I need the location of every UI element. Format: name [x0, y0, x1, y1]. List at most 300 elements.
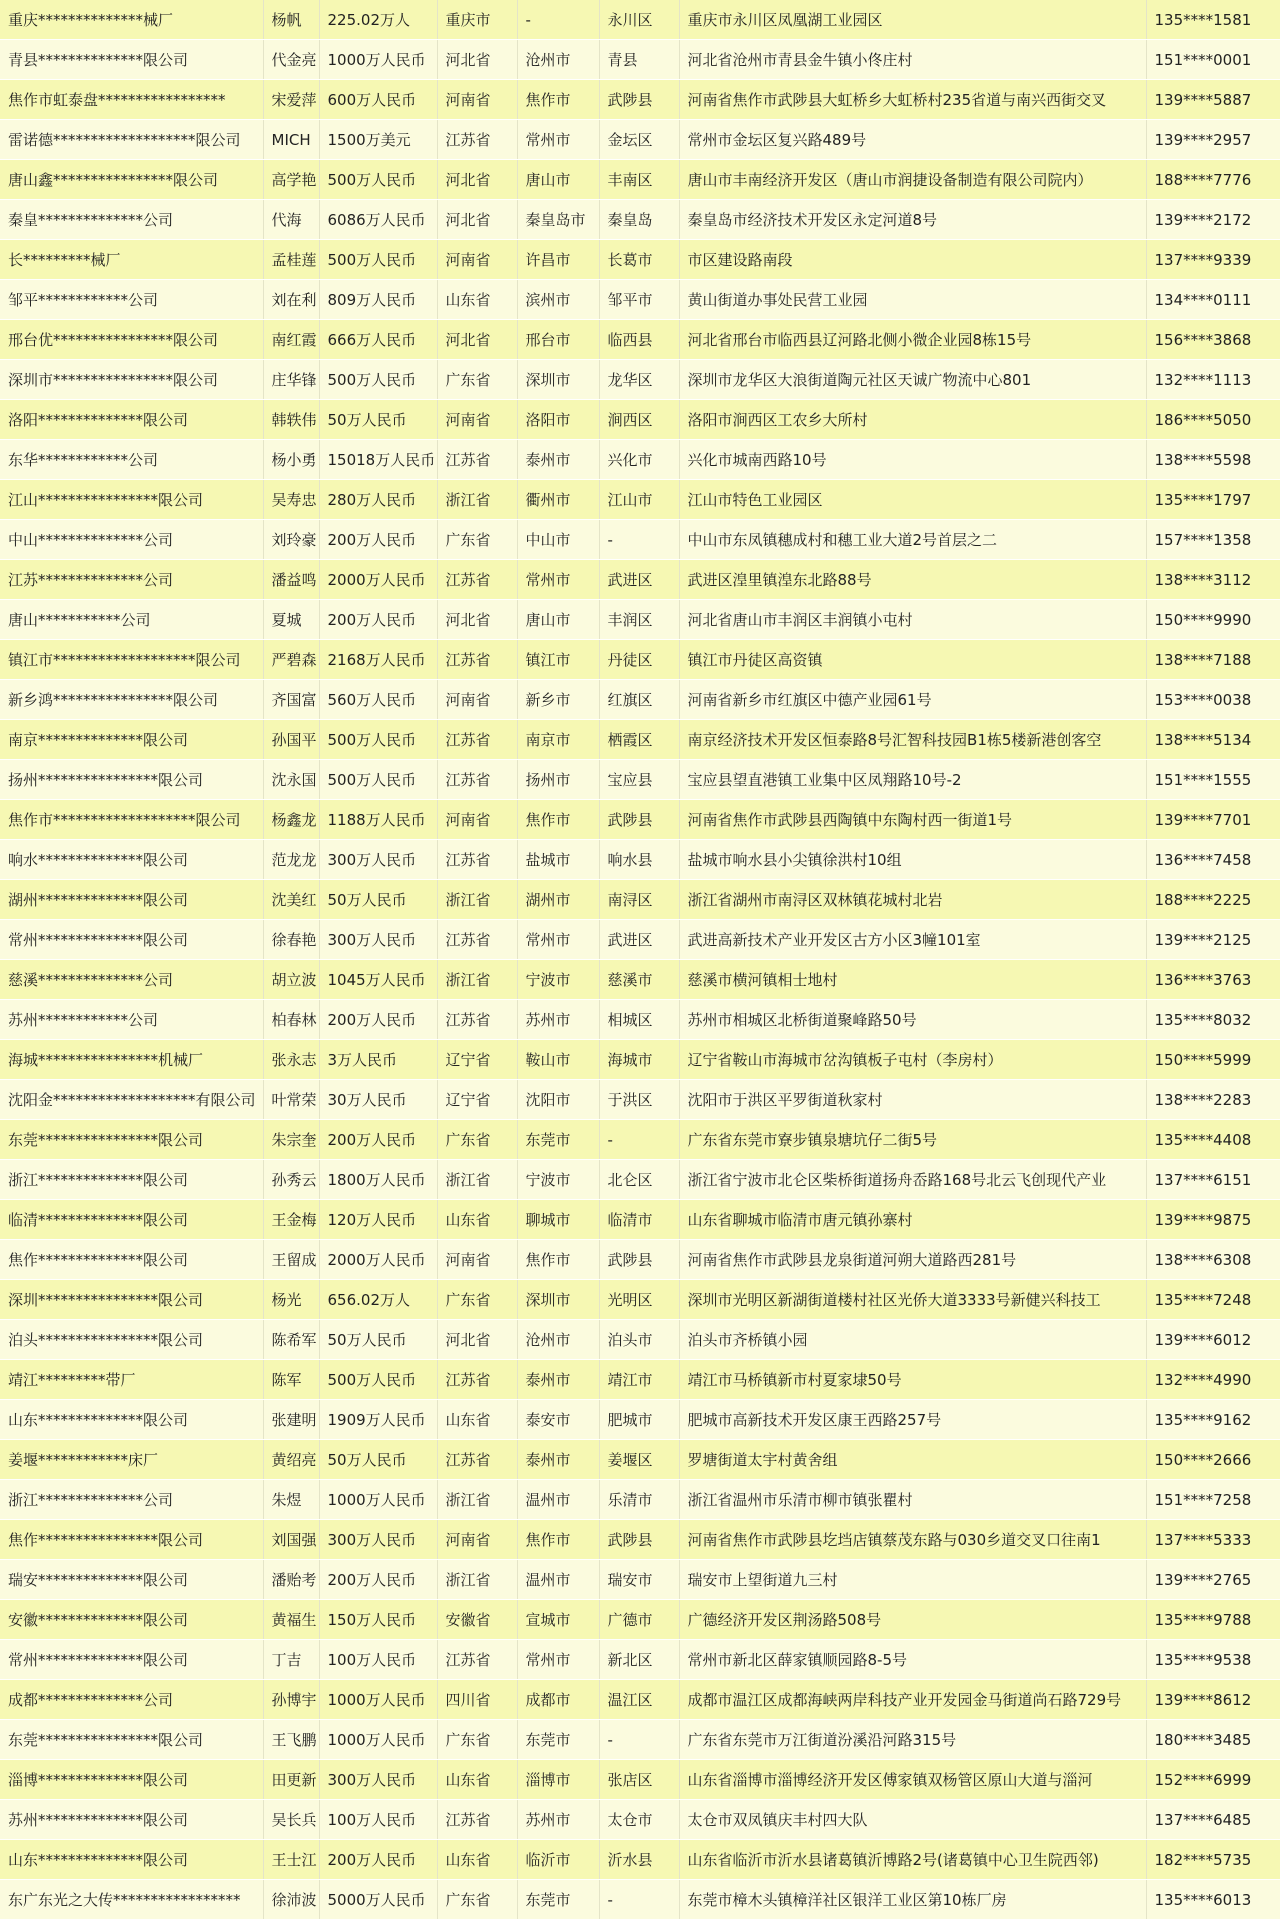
phone-cell: 157****1358	[1146, 520, 1280, 560]
capital-cell: 656.02万人	[319, 1280, 437, 1320]
table-row	[0, 320, 1280, 360]
address-cell: 肥城市高新技术开发区康王西路257号	[679, 1400, 1146, 1440]
district-cell: 张店区	[599, 1760, 679, 1800]
city-cell: 新乡市	[517, 680, 599, 720]
table-row	[0, 1240, 1280, 1280]
company-cell: 泊头****************限公司	[0, 1320, 263, 1360]
person-cell: 孙秀云	[263, 1160, 319, 1200]
district-cell: 宝应县	[599, 760, 679, 800]
district-cell: 青县	[599, 40, 679, 80]
company-cell: 淄博**************限公司	[0, 1760, 263, 1800]
table-row	[0, 1600, 1280, 1640]
district-cell: 丹徒区	[599, 640, 679, 680]
company-cell: 南京**************限公司	[0, 720, 263, 760]
district-cell: -	[599, 1120, 679, 1160]
capital-cell: 225.02万人	[319, 0, 437, 40]
province-cell: 山东省	[437, 1840, 517, 1880]
company-cell: 浙江**************限公司	[0, 1160, 263, 1200]
table-row	[0, 960, 1280, 1000]
city-cell: 泰州市	[517, 1360, 599, 1400]
company-cell: 湖州**************限公司	[0, 880, 263, 920]
table-row	[0, 120, 1280, 160]
person-cell: 杨帆	[263, 0, 319, 40]
province-cell: 河北省	[437, 1320, 517, 1360]
capital-cell: 300万人民币	[319, 840, 437, 880]
province-cell: 河北省	[437, 40, 517, 80]
company-cell: 洛阳**************限公司	[0, 400, 263, 440]
company-cell: 常州**************限公司	[0, 1640, 263, 1680]
address-cell: 苏州市相城区北桥街道聚峰路50号	[679, 1000, 1146, 1040]
phone-cell: 182****5735	[1146, 1840, 1280, 1880]
person-cell: 徐春艳	[263, 920, 319, 960]
district-cell: 慈溪市	[599, 960, 679, 1000]
city-cell: 泰安市	[517, 1400, 599, 1440]
address-cell: 东莞市樟木头镇樟洋社区银洋工业区第10栋厂房	[679, 1880, 1146, 1920]
province-cell: 河南省	[437, 400, 517, 440]
person-cell: 杨鑫龙	[263, 800, 319, 840]
person-cell: 朱宗奎	[263, 1120, 319, 1160]
company-cell: 唐山鑫****************限公司	[0, 160, 263, 200]
district-cell: 武进区	[599, 560, 679, 600]
province-cell: 广东省	[437, 1120, 517, 1160]
capital-cell: 809万人民币	[319, 280, 437, 320]
district-cell: 邹平市	[599, 280, 679, 320]
city-cell: 常州市	[517, 560, 599, 600]
table-row	[0, 1320, 1280, 1360]
address-cell: 河南省焦作市武陟县龙泉街道河朔大道路西281号	[679, 1240, 1146, 1280]
capital-cell: 120万人民币	[319, 1200, 437, 1240]
district-cell: 沂水县	[599, 1840, 679, 1880]
address-cell: 宝应县望直港镇工业集中区凤翔路10号-2	[679, 760, 1146, 800]
province-cell: 重庆市	[437, 0, 517, 40]
capital-cell: 500万人民币	[319, 1360, 437, 1400]
company-cell: 焦作**************限公司	[0, 1240, 263, 1280]
person-cell: 黄福生	[263, 1600, 319, 1640]
person-cell: 徐沛波	[263, 1880, 319, 1920]
capital-cell: 50万人民币	[319, 880, 437, 920]
table-row	[0, 1640, 1280, 1680]
city-cell: 泰州市	[517, 1440, 599, 1480]
capital-cell: 50万人民币	[319, 1320, 437, 1360]
district-cell: -	[599, 520, 679, 560]
province-cell: 江苏省	[437, 440, 517, 480]
province-cell: 广东省	[437, 360, 517, 400]
company-cell: 慈溪**************公司	[0, 960, 263, 1000]
person-cell: 沈永国	[263, 760, 319, 800]
person-cell: 孟桂莲	[263, 240, 319, 280]
district-cell: 临西县	[599, 320, 679, 360]
phone-cell: 139****7701	[1146, 800, 1280, 840]
province-cell: 河北省	[437, 160, 517, 200]
phone-cell: 134****0111	[1146, 280, 1280, 320]
address-cell: 罗塘街道太宇村黄舍组	[679, 1440, 1146, 1480]
district-cell: 姜堰区	[599, 1440, 679, 1480]
table-row	[0, 920, 1280, 960]
person-cell: 高学艳	[263, 160, 319, 200]
phone-cell: 138****5598	[1146, 440, 1280, 480]
phone-cell: 153****0038	[1146, 680, 1280, 720]
person-cell: 陈希军	[263, 1320, 319, 1360]
address-cell: 浙江省宁波市北仑区柴桥街道扬舟岙路168号北云飞创现代产业	[679, 1160, 1146, 1200]
address-cell: 兴化市城南西路10号	[679, 440, 1146, 480]
table-row	[0, 640, 1280, 680]
person-cell: 杨小勇	[263, 440, 319, 480]
phone-cell: 139****2765	[1146, 1560, 1280, 1600]
city-cell: 泰州市	[517, 440, 599, 480]
phone-cell: 151****0001	[1146, 40, 1280, 80]
city-cell: 衢州市	[517, 480, 599, 520]
district-cell: 太仓市	[599, 1800, 679, 1840]
district-cell: 长葛市	[599, 240, 679, 280]
company-cell: 沈阳金*******************有限公司	[0, 1080, 263, 1120]
address-cell: 太仓市双凤镇庆丰村四大队	[679, 1800, 1146, 1840]
capital-cell: 2000万人民币	[319, 560, 437, 600]
phone-cell: 150****5999	[1146, 1040, 1280, 1080]
phone-cell: 136****3763	[1146, 960, 1280, 1000]
district-cell: 靖江市	[599, 1360, 679, 1400]
phone-cell: 132****1113	[1146, 360, 1280, 400]
city-cell: 南京市	[517, 720, 599, 760]
table-row	[0, 480, 1280, 520]
province-cell: 山东省	[437, 280, 517, 320]
city-cell: 东莞市	[517, 1120, 599, 1160]
person-cell: 刘玲豪	[263, 520, 319, 560]
capital-cell: 600万人民币	[319, 80, 437, 120]
address-cell: 盐城市响水县小尖镇徐洪村10组	[679, 840, 1146, 880]
province-cell: 河北省	[437, 200, 517, 240]
table-row	[0, 1000, 1280, 1040]
address-cell: 河北省唐山市丰润区丰润镇小屯村	[679, 600, 1146, 640]
table-row	[0, 840, 1280, 880]
person-cell: 刘国强	[263, 1520, 319, 1560]
company-cell: 镇江市*******************限公司	[0, 640, 263, 680]
address-cell: 河北省沧州市青县金牛镇小佟庄村	[679, 40, 1146, 80]
phone-cell: 135****1797	[1146, 480, 1280, 520]
district-cell: 新北区	[599, 1640, 679, 1680]
address-cell: 广东省东莞市万江街道汾溪沿河路315号	[679, 1720, 1146, 1760]
phone-cell: 138****7188	[1146, 640, 1280, 680]
capital-cell: 1045万人民币	[319, 960, 437, 1000]
company-cell: 青县**************限公司	[0, 40, 263, 80]
capital-cell: 50万人民币	[319, 400, 437, 440]
table-row	[0, 80, 1280, 120]
table-row	[0, 1840, 1280, 1880]
province-cell: 安徽省	[437, 1600, 517, 1640]
district-cell: 武陟县	[599, 1240, 679, 1280]
province-cell: 河南省	[437, 1240, 517, 1280]
phone-cell: 138****6308	[1146, 1240, 1280, 1280]
phone-cell: 139****8612	[1146, 1680, 1280, 1720]
company-cell: 焦作****************限公司	[0, 1520, 263, 1560]
district-cell: 泊头市	[599, 1320, 679, 1360]
address-cell: 重庆市永川区凤凰湖工业园区	[679, 0, 1146, 40]
table-row	[0, 1720, 1280, 1760]
province-cell: 浙江省	[437, 480, 517, 520]
phone-cell: 135****9788	[1146, 1600, 1280, 1640]
table-row	[0, 0, 1280, 40]
capital-cell: 1000万人民币	[319, 1680, 437, 1720]
table-row	[0, 40, 1280, 80]
city-cell: 中山市	[517, 520, 599, 560]
district-cell: 武陟县	[599, 80, 679, 120]
address-cell: 浙江省湖州市南浔区双林镇花城村北岩	[679, 880, 1146, 920]
person-cell: 严碧森	[263, 640, 319, 680]
person-cell: 王士江	[263, 1840, 319, 1880]
table-row	[0, 1760, 1280, 1800]
capital-cell: 1000万人民币	[319, 1720, 437, 1760]
table-row	[0, 160, 1280, 200]
phone-cell: 139****2172	[1146, 200, 1280, 240]
address-cell: 靖江市马桥镇新市村夏家埭50号	[679, 1360, 1146, 1400]
province-cell: 江苏省	[437, 1360, 517, 1400]
address-cell: 常州市金坛区复兴路489号	[679, 120, 1146, 160]
address-cell: 常州市新北区薛家镇顺园路8-5号	[679, 1640, 1146, 1680]
address-cell: 江山市特色工业园区	[679, 480, 1146, 520]
district-cell: 于洪区	[599, 1080, 679, 1120]
province-cell: 江苏省	[437, 920, 517, 960]
address-cell: 市区建设路南段	[679, 240, 1146, 280]
table-row	[0, 880, 1280, 920]
phone-cell: 150****2666	[1146, 1440, 1280, 1480]
district-cell: 广德市	[599, 1600, 679, 1640]
address-cell: 山东省淄博市淄博经济开发区傅家镇双杨管区原山大道与淄河	[679, 1760, 1146, 1800]
phone-cell: 135****9538	[1146, 1640, 1280, 1680]
city-cell: 唐山市	[517, 160, 599, 200]
phone-cell: 137****6485	[1146, 1800, 1280, 1840]
person-cell: 孙国平	[263, 720, 319, 760]
capital-cell: 200万人民币	[319, 1000, 437, 1040]
company-cell: 新乡鸿****************限公司	[0, 680, 263, 720]
province-cell: 河南省	[437, 680, 517, 720]
address-cell: 山东省临沂市沂水县诸葛镇沂博路2号(诸葛镇中心卫生院西邻)	[679, 1840, 1146, 1880]
capital-cell: 200万人民币	[319, 1120, 437, 1160]
city-cell: 焦作市	[517, 800, 599, 840]
province-cell: 江苏省	[437, 720, 517, 760]
company-cell: 重庆**************械厂	[0, 0, 263, 40]
district-cell: 武陟县	[599, 1520, 679, 1560]
province-cell: 江苏省	[437, 640, 517, 680]
city-cell: 鞍山市	[517, 1040, 599, 1080]
person-cell: 陈军	[263, 1360, 319, 1400]
province-cell: 四川省	[437, 1680, 517, 1720]
company-cell: 中山**************公司	[0, 520, 263, 560]
capital-cell: 1188万人民币	[319, 800, 437, 840]
table-row	[0, 240, 1280, 280]
table-row	[0, 1400, 1280, 1440]
province-cell: 河南省	[437, 1520, 517, 1560]
phone-cell: 188****7776	[1146, 160, 1280, 200]
person-cell: 黄绍亮	[263, 1440, 319, 1480]
address-cell: 秦皇岛市经济技术开发区永定河道8号	[679, 200, 1146, 240]
city-cell: 东莞市	[517, 1880, 599, 1920]
city-cell: 温州市	[517, 1480, 599, 1520]
address-cell: 沈阳市于洪区平罗街道秋家村	[679, 1080, 1146, 1120]
district-cell: 瑞安市	[599, 1560, 679, 1600]
address-cell: 浙江省温州市乐清市柳市镇张瞿村	[679, 1480, 1146, 1520]
city-cell: 邢台市	[517, 320, 599, 360]
address-cell: 武进高新技术产业开发区古方小区3幢101室	[679, 920, 1146, 960]
capital-cell: 1800万人民币	[319, 1160, 437, 1200]
phone-cell: 139****6012	[1146, 1320, 1280, 1360]
table-row	[0, 1680, 1280, 1720]
phone-cell: 180****3485	[1146, 1720, 1280, 1760]
city-cell: 聊城市	[517, 1200, 599, 1240]
capital-cell: 3万人民币	[319, 1040, 437, 1080]
table-row	[0, 1800, 1280, 1840]
province-cell: 江苏省	[437, 840, 517, 880]
person-cell: 范龙龙	[263, 840, 319, 880]
district-cell: 永川区	[599, 0, 679, 40]
company-cell: 靖江*********带厂	[0, 1360, 263, 1400]
capital-cell: 300万人民币	[319, 1760, 437, 1800]
person-cell: 张永志	[263, 1040, 319, 1080]
person-cell: 王留成	[263, 1240, 319, 1280]
table-row	[0, 760, 1280, 800]
person-cell: 丁吉	[263, 1640, 319, 1680]
province-cell: 河北省	[437, 320, 517, 360]
province-cell: 山东省	[437, 1200, 517, 1240]
capital-cell: 1000万人民币	[319, 40, 437, 80]
table-row	[0, 520, 1280, 560]
capital-cell: 15018万人民币	[319, 440, 437, 480]
province-cell: 广东省	[437, 1720, 517, 1760]
district-cell: 乐清市	[599, 1480, 679, 1520]
capital-cell: 150万人民币	[319, 1600, 437, 1640]
company-cell: 东莞****************限公司	[0, 1120, 263, 1160]
phone-cell: 139****2125	[1146, 920, 1280, 960]
table-row	[0, 1480, 1280, 1520]
person-cell: 胡立波	[263, 960, 319, 1000]
person-cell: 南红霞	[263, 320, 319, 360]
city-cell: -	[517, 0, 599, 40]
person-cell: 代海	[263, 200, 319, 240]
district-cell: 龙华区	[599, 360, 679, 400]
table-row	[0, 600, 1280, 640]
province-cell: 浙江省	[437, 1560, 517, 1600]
table-row	[0, 1520, 1280, 1560]
city-cell: 焦作市	[517, 1520, 599, 1560]
district-cell: 兴化市	[599, 440, 679, 480]
address-cell: 河北省邢台市临西县辽河路北侧小微企业园8栋15号	[679, 320, 1146, 360]
company-cell: 扬州****************限公司	[0, 760, 263, 800]
city-cell: 镇江市	[517, 640, 599, 680]
address-cell: 深圳市龙华区大浪街道陶元社区天诚广物流中心801	[679, 360, 1146, 400]
district-cell: 海城市	[599, 1040, 679, 1080]
person-cell: 叶常荣	[263, 1080, 319, 1120]
district-cell: 相城区	[599, 1000, 679, 1040]
phone-cell: 186****5050	[1146, 400, 1280, 440]
company-cell: 姜堰************床厂	[0, 1440, 263, 1480]
phone-cell: 151****1555	[1146, 760, 1280, 800]
address-cell: 武进区湟里镇湟东北路88号	[679, 560, 1146, 600]
district-cell: 涧西区	[599, 400, 679, 440]
capital-cell: 2168万人民币	[319, 640, 437, 680]
phone-cell: 137****6151	[1146, 1160, 1280, 1200]
province-cell: 浙江省	[437, 1480, 517, 1520]
capital-cell: 500万人民币	[319, 720, 437, 760]
company-cell: 东莞****************限公司	[0, 1720, 263, 1760]
address-cell: 山东省聊城市临清市唐元镇孙寨村	[679, 1200, 1146, 1240]
company-cell: 秦皇**************公司	[0, 200, 263, 240]
capital-cell: 300万人民币	[319, 920, 437, 960]
capital-cell: 6086万人民币	[319, 200, 437, 240]
phone-cell: 188****2225	[1146, 880, 1280, 920]
company-cell: 深圳****************限公司	[0, 1280, 263, 1320]
company-cell: 东广东光之大传*****************	[0, 1880, 263, 1920]
phone-cell: 138****5134	[1146, 720, 1280, 760]
address-cell: 唐山市丰南经济开发区（唐山市润捷设备制造有限公司院内）	[679, 160, 1146, 200]
address-cell: 黄山街道办事处民营工业园	[679, 280, 1146, 320]
phone-cell: 138****3112	[1146, 560, 1280, 600]
company-cell: 江山****************限公司	[0, 480, 263, 520]
phone-cell: 135****7248	[1146, 1280, 1280, 1320]
capital-cell: 1000万人民币	[319, 1480, 437, 1520]
phone-cell: 137****5333	[1146, 1520, 1280, 1560]
capital-cell: 100万人民币	[319, 1640, 437, 1680]
person-cell: 潘益鸣	[263, 560, 319, 600]
company-cell: 山东**************限公司	[0, 1400, 263, 1440]
capital-cell: 200万人民币	[319, 520, 437, 560]
province-cell: 浙江省	[437, 960, 517, 1000]
person-cell: 张建明	[263, 1400, 319, 1440]
district-cell: 响水县	[599, 840, 679, 880]
district-cell: 丰南区	[599, 160, 679, 200]
province-cell: 江苏省	[437, 120, 517, 160]
person-cell: 朱煜	[263, 1480, 319, 1520]
company-cell: 苏州**************限公司	[0, 1800, 263, 1840]
capital-cell: 300万人民币	[319, 1520, 437, 1560]
company-cell: 苏州************公司	[0, 1000, 263, 1040]
province-cell: 广东省	[437, 520, 517, 560]
province-cell: 浙江省	[437, 1160, 517, 1200]
company-cell: 焦作市*******************限公司	[0, 800, 263, 840]
person-cell: 夏城	[263, 600, 319, 640]
phone-cell: 139****9875	[1146, 1200, 1280, 1240]
city-cell: 深圳市	[517, 360, 599, 400]
table-row	[0, 1120, 1280, 1160]
capital-cell: 30万人民币	[319, 1080, 437, 1120]
company-cell: 常州**************限公司	[0, 920, 263, 960]
district-cell: 秦皇岛	[599, 200, 679, 240]
province-cell: 山东省	[437, 1400, 517, 1440]
capital-cell: 500万人民币	[319, 160, 437, 200]
person-cell: 吴寿忠	[263, 480, 319, 520]
phone-cell: 137****9339	[1146, 240, 1280, 280]
city-cell: 常州市	[517, 920, 599, 960]
address-cell: 河南省焦作市武陟县大虹桥乡大虹桥村235省道与南兴西街交叉	[679, 80, 1146, 120]
address-cell: 镇江市丹徒区高资镇	[679, 640, 1146, 680]
city-cell: 盐城市	[517, 840, 599, 880]
city-cell: 深圳市	[517, 1280, 599, 1320]
company-cell: 海城****************机械厂	[0, 1040, 263, 1080]
company-cell: 邹平************公司	[0, 280, 263, 320]
person-cell: 代金亮	[263, 40, 319, 80]
company-cell: 邢台优****************限公司	[0, 320, 263, 360]
phone-cell: 135****1581	[1146, 0, 1280, 40]
city-cell: 焦作市	[517, 1240, 599, 1280]
phone-cell: 135****8032	[1146, 1000, 1280, 1040]
phone-cell: 132****4990	[1146, 1360, 1280, 1400]
capital-cell: 100万人民币	[319, 1800, 437, 1840]
capital-cell: 560万人民币	[319, 680, 437, 720]
table-row	[0, 1880, 1280, 1920]
table-row	[0, 440, 1280, 480]
company-cell: 唐山***********公司	[0, 600, 263, 640]
city-cell: 扬州市	[517, 760, 599, 800]
table-row	[0, 1160, 1280, 1200]
address-cell: 洛阳市涧西区工农乡大所村	[679, 400, 1146, 440]
capital-cell: 1500万美元	[319, 120, 437, 160]
